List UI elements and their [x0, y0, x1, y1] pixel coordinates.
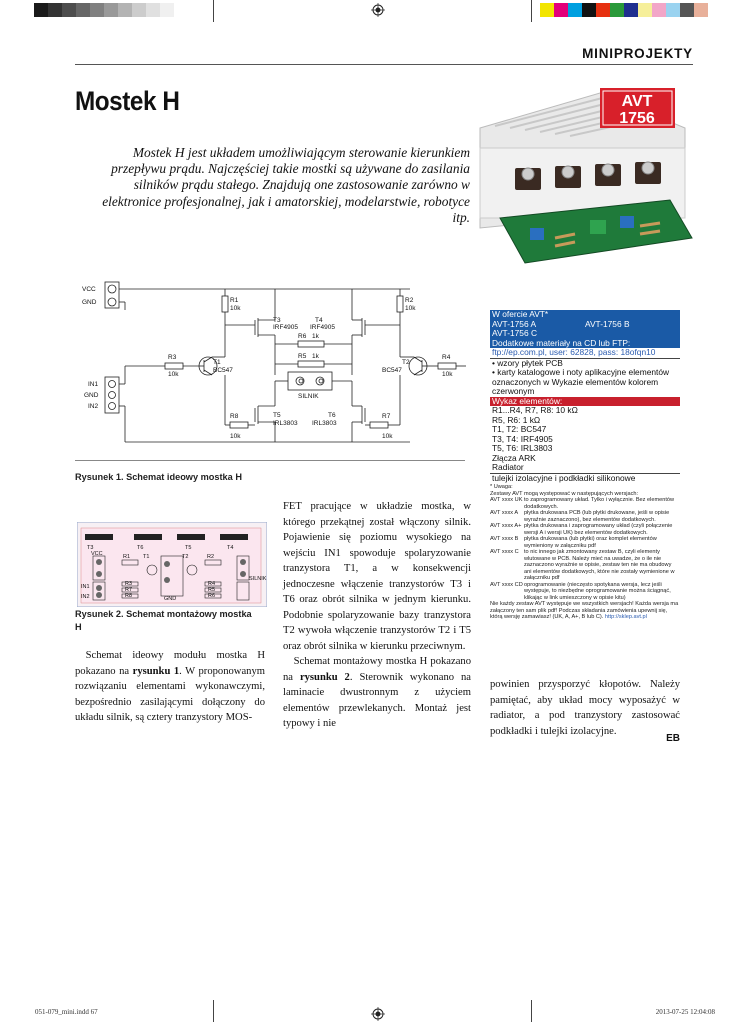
svg-text:IRL3803: IRL3803 [273, 420, 298, 427]
svg-text:T4: T4 [227, 545, 234, 551]
svg-text:IN2: IN2 [81, 594, 90, 600]
part-item: T3, T4: IRF4905 [492, 433, 553, 444]
svg-text:T2: T2 [402, 359, 410, 366]
note-value: płytka drukowana i zaprogramowany układ (czyli połączenie wersji A i wersji UK) bez elementów dodatkowych. [524, 523, 673, 536]
svg-text:R8: R8 [125, 593, 133, 599]
author-initials: EB [666, 733, 680, 744]
body-paragraph: powinien przysporzyć kłopotów. Należy pamiętać, aby układ mocy wyposażyć w radiator, a pod tranzystory zastosować podkładki i tulejki izolacyjne. [490, 679, 680, 737]
svg-text:T6: T6 [137, 545, 144, 551]
svg-text:BC547: BC547 [382, 367, 402, 374]
svg-text:IN1: IN1 [88, 381, 99, 388]
svg-text:T3: T3 [87, 545, 94, 551]
svg-text:AVT: AVT [621, 93, 653, 110]
svg-text:R4: R4 [208, 581, 216, 587]
note-key: AVT xxxx UK [490, 497, 523, 503]
footer-file-info: 051-079_mini.indd 67 [35, 1008, 98, 1016]
svg-text:T4: T4 [315, 317, 323, 324]
note-value: oprogramowanie (nieczęsto spotykana wersja, lecz jeśli występuje, to niezbędne oprogramowanie można ściągnąć, klikając w link umieszczony w opisie kitu) [524, 581, 671, 601]
svg-text:R5: R5 [298, 353, 307, 360]
section-label: MINIPROJEKTY [582, 46, 693, 61]
svg-text:1k: 1k [312, 353, 319, 360]
svg-text:IN1: IN1 [81, 584, 90, 590]
kit-c: AVT-1756 C [490, 329, 680, 339]
svg-text:T1: T1 [143, 554, 150, 560]
part-item: Złącza ARK [492, 452, 536, 463]
svg-text:10k: 10k [382, 433, 393, 440]
svg-text:10k: 10k [405, 305, 416, 312]
svg-text:R3: R3 [125, 581, 133, 587]
body-text: . Sterownik wykonano na laminacie dwustronnym z użyciem elementów przewlekanych. Montaż jest typowy i nie [283, 671, 471, 729]
note-value: to nic innego jak zmontowany zestaw B, czyli elementy wlutowane w PCB. Należy mieć na uwadze, że o ile nie zaznaczono wyraźnie w opisie, zestaw ten nie ma obudowy ani elementów dodatkowych, które nie zostały wymienione w załączniku pdf [524, 549, 675, 581]
crop-mark [531, 1000, 532, 1022]
notes-footer: Nie każdy zestaw AVT występuje we wszystkich wersjach! Każda wersja ma załączony ten sam plik pdf! Podczas składania zamówienia upewnij się, którą wersję zamawiasz! (UK, A, A+, B lub C). [490, 601, 679, 620]
note-value: to zaprogramowany układ. Tylko i wyłącznie. Bez elementów dodatkowych. [524, 497, 675, 510]
svg-text:R6: R6 [208, 593, 216, 599]
extras-heading: Dodatkowe materiały na CD lub FTP: [490, 339, 680, 349]
svg-text:T5: T5 [273, 412, 281, 419]
header-rule [75, 64, 693, 65]
svg-text:SILNIK: SILNIK [249, 576, 267, 582]
body-column-1 [75, 648, 265, 726]
note-key: AVT xxxx B [490, 536, 519, 542]
notes-intro: Zestawy AVT mogą występować w następujących wersjach: [490, 490, 639, 497]
part-item: Radiator [492, 462, 524, 472]
svg-text:T3: T3 [273, 317, 281, 324]
figure-ref: rysunku 2 [299, 671, 350, 683]
svg-text:R3: R3 [168, 354, 177, 361]
body-paragraph: FET pracujące w układzie mostka, w którego przekątnej został włączony silnik. Pojawienie się poziomu wysokiego na wejściu IN1 spowoduje spolaryzowanie tranzystora T1, a w konsekwencji jednoczesne włączenie tranzystorów T3 i T6 oraz obrót silnika w jednym kierunku. Podobnie spolaryzowanie bazy tranzystora T2 wywoła włączenie tranzystorów T2 i T5 oraz obrót silnika w kierunku przeciwnym. [283, 501, 471, 652]
svg-text:IN2: IN2 [88, 403, 99, 410]
article-lead: Mostek H jest układem umożliwiającym sterowanie kierunkiem przepływu prądu. Najczęściej takie mostki są używane do zasilania silników prądu stałego. Znajdują one zastosowanie zarówno w elektronice profesjonalnej, jak i amatorskiej, modelarstwie, robotyce itp. [102, 145, 470, 225]
note-key: AVT xxxx C [490, 549, 519, 555]
svg-text:IRF4905: IRF4905 [273, 324, 298, 331]
article-title: Mostek H [75, 86, 180, 116]
svg-text:T2: T2 [182, 554, 189, 560]
svg-text:R1: R1 [123, 554, 131, 560]
body-column-3 [490, 677, 680, 739]
svg-text:T6: T6 [328, 412, 336, 419]
schematic-diagram [80, 280, 470, 455]
body-text: Schemat montażowy mostka H pokazano na [283, 656, 471, 683]
extras-item: • karty katalogowe i noty aplikacyjne elementów oznaczonych w Wykazie elementów kolorem czerwonym [492, 367, 670, 396]
svg-text:R7: R7 [382, 413, 391, 420]
svg-text:SILNIK: SILNIK [298, 393, 319, 400]
assembly-diagram [77, 522, 267, 607]
svg-text:VCC: VCC [82, 286, 96, 293]
svg-text:R4: R4 [442, 354, 451, 361]
svg-text:10k: 10k [230, 305, 241, 312]
svg-text:BC547: BC547 [213, 367, 233, 374]
svg-text:R5: R5 [208, 587, 216, 593]
note-key: AVT xxxx A+ [490, 523, 522, 529]
svg-text:10k: 10k [230, 433, 241, 440]
svg-text:GND: GND [82, 299, 97, 306]
version-notes [490, 484, 680, 621]
figure2-caption: Rysunek 2. Schemat montażowy mostka H [75, 609, 252, 632]
ftp-link[interactable]: ftp://ep.com.pl, user: 62828, pass: 18ofqn10 [492, 347, 656, 357]
body-column-2 [283, 499, 471, 732]
avt-badge [600, 88, 675, 128]
kit-b: AVT-1756 B [585, 318, 630, 329]
svg-text:VCC: VCC [91, 551, 103, 557]
part-item: T1, T2: BC547 [492, 424, 547, 434]
note-value: płytka drukowana (lub płytki) oraz komplet elementów wymieniony w załączniku pdf [524, 536, 657, 549]
svg-text:T1: T1 [213, 359, 221, 366]
notes-title: * Uwaga: [490, 484, 513, 490]
shop-link[interactable]: http://sklep.avt.pl [604, 614, 647, 620]
body-text: Schemat ideowy modułu mostka H pokazano na [75, 650, 265, 677]
body-text: . W proponowanym rozwiązaniu elementami wykonawczymi, bezpośrednio zasilającymi dołączony do układu silnik, są cztery tranzystory MOS- [75, 665, 265, 723]
part-item: R1...R4, R7, R8: 10 kΩ [492, 405, 578, 415]
extras-item: • wzory płytek PCB [490, 358, 680, 369]
offer-heading: W ofercie AVT* [490, 310, 680, 320]
part-item: R5, R6: 1 kΩ [492, 414, 541, 425]
crop-mark [531, 0, 532, 22]
svg-text:R2: R2 [207, 554, 215, 560]
svg-text:R6: R6 [298, 333, 307, 340]
svg-text:1k: 1k [312, 333, 319, 340]
svg-text:1756: 1756 [619, 110, 655, 127]
svg-text:T5: T5 [185, 545, 192, 551]
svg-text:R8: R8 [230, 413, 239, 420]
figure-ref: rysunku 1 [132, 665, 180, 677]
svg-text:GND: GND [84, 392, 99, 399]
registration-mark-icon [371, 3, 385, 17]
svg-text:IRF4905: IRF4905 [310, 324, 335, 331]
svg-text:R1: R1 [230, 297, 239, 304]
kit-a: AVT-1756 A [492, 318, 537, 329]
note-key: AVT xxxx CD [490, 581, 523, 588]
svg-text:R2: R2 [405, 297, 414, 304]
footer-timestamp: 2013-07-25 12:04:08 [655, 1008, 715, 1016]
svg-text:10k: 10k [168, 371, 179, 378]
svg-text:IRL3803: IRL3803 [312, 420, 337, 427]
figure-rule [75, 460, 465, 461]
note-key: AVT xxxx A [490, 510, 519, 516]
note-value: płytka drukowana PCB (lub płytki drukowane, jeśli w opisie wyraźnie zaznaczono), bez elementów dodatkowych. [524, 510, 670, 523]
crop-mark [213, 1000, 214, 1022]
svg-text:R7: R7 [125, 587, 133, 593]
figure1-caption: Rysunek 1. Schemat ideowy mostka H [75, 472, 242, 482]
part-item: tulejki izolacyjne i podkładki silikonowe [490, 473, 680, 484]
svg-text:GND: GND [164, 596, 177, 602]
parts-heading: Wykaz elementów: [490, 397, 680, 407]
product-photo [470, 88, 695, 270]
offer-box [490, 310, 680, 483]
part-item: T5, T6: IRL3803 [492, 443, 553, 453]
crop-mark [213, 0, 214, 22]
registration-mark-bottom-icon [371, 1007, 385, 1021]
svg-text:10k: 10k [442, 371, 453, 378]
